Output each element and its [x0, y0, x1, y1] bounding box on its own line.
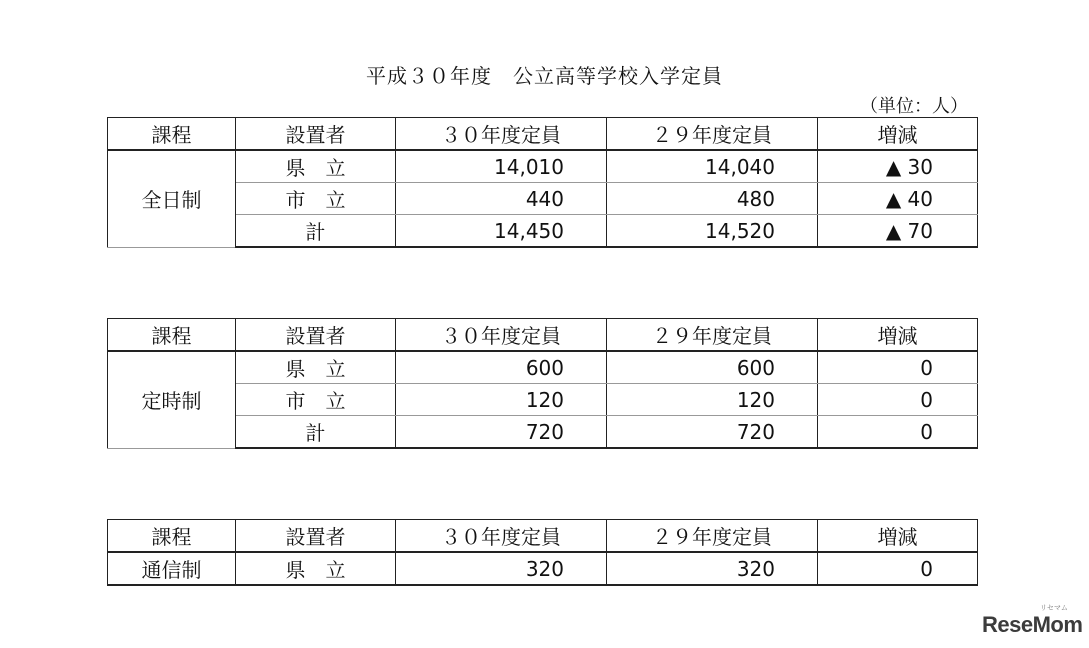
- change-cell: 0: [818, 384, 978, 416]
- h30-cell: 440: [396, 183, 607, 215]
- header-founder: 設置者: [236, 118, 396, 151]
- document-title: 平成３０年度 公立高等学校入学定員: [366, 64, 723, 88]
- founder-cell: 市 立: [236, 384, 396, 416]
- header-founder: 設置者: [236, 520, 396, 553]
- header-h30: ３０年度定員: [396, 520, 607, 553]
- header-h29: ２９年度定員: [607, 118, 818, 151]
- enrollment-table-correspondence: [107, 519, 978, 586]
- change-cell: 0: [818, 416, 978, 449]
- h30-cell: 120: [396, 384, 607, 416]
- header-h29: ２９年度定員: [607, 319, 818, 352]
- h29-cell: 600: [607, 351, 818, 384]
- header-row: [108, 520, 978, 553]
- founder-cell: 計: [236, 215, 396, 248]
- course-cell: 定時制: [108, 351, 236, 448]
- table-row: [108, 416, 978, 449]
- table-row: [108, 215, 978, 248]
- header-h30: ３０年度定員: [396, 319, 607, 352]
- resemom-logo: ReseMom: [982, 612, 1083, 637]
- h30-cell: 320: [396, 552, 607, 585]
- change-cell: 0: [818, 552, 978, 585]
- header-change: 増減: [818, 118, 978, 151]
- h29-cell: 320: [607, 552, 818, 585]
- header-course: 課程: [108, 520, 236, 553]
- table-row: [108, 552, 978, 585]
- founder-cell: 市 立: [236, 183, 396, 215]
- change-cell: ▲ 70: [818, 215, 978, 248]
- h29-cell: 14,040: [607, 150, 818, 183]
- header-change: 増減: [818, 520, 978, 553]
- founder-cell: 県 立: [236, 552, 396, 585]
- h29-cell: 480: [607, 183, 818, 215]
- enrollment-table-parttime: [107, 318, 978, 449]
- change-cell: ▲ 30: [818, 150, 978, 183]
- header-change: 増減: [818, 319, 978, 352]
- change-cell: ▲ 40: [818, 183, 978, 215]
- enrollment-table-fulltime: [107, 117, 978, 248]
- course-cell: 通信制: [108, 552, 236, 585]
- h29-cell: 120: [607, 384, 818, 416]
- header-course: 課程: [108, 319, 236, 352]
- h30-cell: 14,450: [396, 215, 607, 248]
- h30-cell: 720: [396, 416, 607, 449]
- table-row: [108, 183, 978, 215]
- founder-cell: 県 立: [236, 150, 396, 183]
- header-h29: ２９年度定員: [607, 520, 818, 553]
- header-founder: 設置者: [236, 319, 396, 352]
- header-course: 課程: [108, 118, 236, 151]
- h30-cell: 14,010: [396, 150, 607, 183]
- header-row: [108, 118, 978, 151]
- h29-cell: 720: [607, 416, 818, 449]
- founder-cell: 計: [236, 416, 396, 449]
- watermark-small-text: リセマム: [1040, 604, 1068, 612]
- h30-cell: 600: [396, 351, 607, 384]
- founder-cell: 県 立: [236, 351, 396, 384]
- h29-cell: 14,520: [607, 215, 818, 248]
- course-cell: 全日制: [108, 150, 236, 247]
- header-h30: ３０年度定員: [396, 118, 607, 151]
- table-row: [108, 150, 978, 183]
- table-row: [108, 351, 978, 384]
- header-row: [108, 319, 978, 352]
- table-row: [108, 384, 978, 416]
- change-cell: 0: [818, 351, 978, 384]
- unit-note: （単位：人）: [860, 96, 968, 117]
